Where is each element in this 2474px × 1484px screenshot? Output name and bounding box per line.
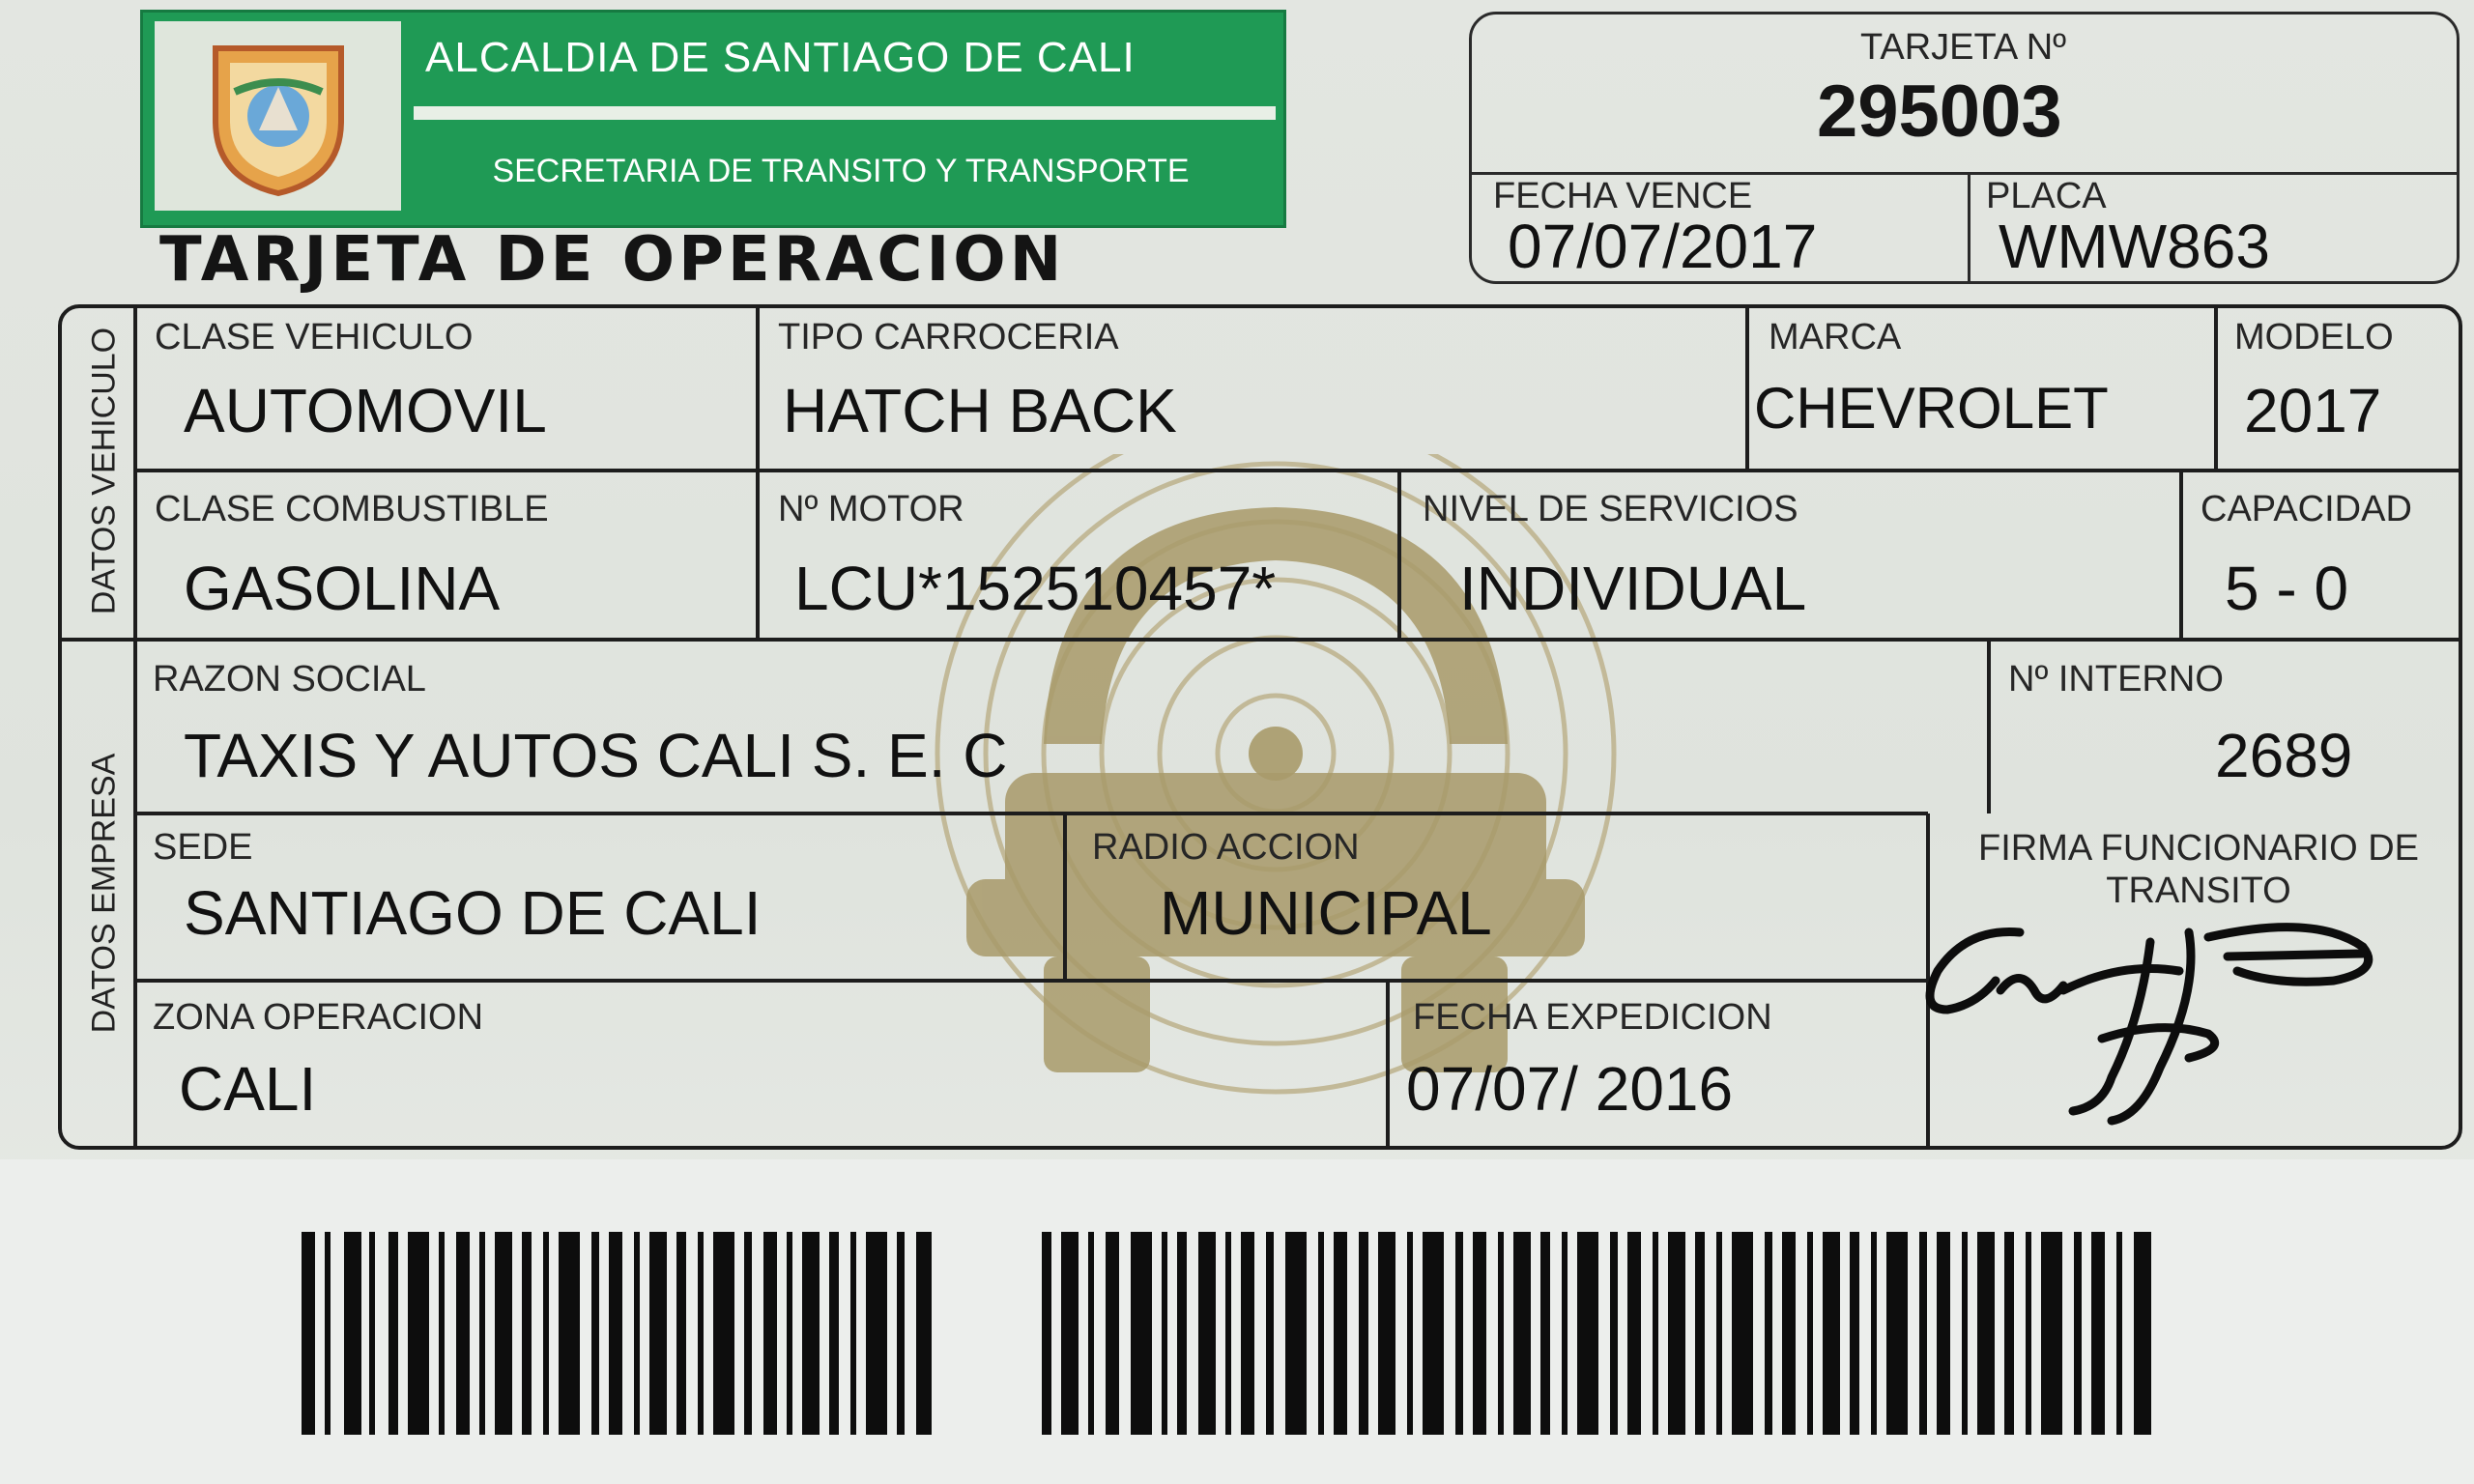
coat-of-arms-icon [206,34,351,198]
brand-label: MARCA [1769,317,1902,357]
department-name: SECRETARIA DE TRANSITO Y TRANSPORTE [492,153,1190,189]
card-number-divider [1471,172,2457,175]
authority-band [406,14,1276,102]
service-level-value: INDIVIDUAL [1459,554,1807,623]
grid-line [1397,471,1401,639]
grid-line [1063,813,1067,980]
header-divider [414,106,1276,120]
model-value: 2017 [2244,376,2382,445]
headquarters-value: SANTIAGO DE CALI [184,878,762,948]
internal-number-label: Nº INTERNO [2008,659,2224,699]
barcode-icon [1042,1232,2163,1435]
issue-date-value: 07/07/ 2016 [1406,1054,1734,1124]
grid-line [756,307,760,638]
grid-line [1987,640,1991,813]
vehicle-class-value: AUTOMOVIL [184,376,547,445]
brand-value: CHEVROLET [1754,376,2109,441]
action-radius-value: MUNICIPAL [1160,878,1492,948]
action-radius-label: RADIO ACCION [1092,827,1360,868]
seal-frame [155,21,401,211]
company-name-value: TAXIS Y AUTOS CALI S. E. C [184,721,1008,790]
grid-line [135,469,2460,472]
grid-line [133,307,137,1148]
grid-line [135,979,1928,983]
operation-zone-label: ZONA OPERACION [153,997,484,1038]
grid-line [1745,307,1749,470]
card-number-value: 295003 [1817,71,2062,153]
expiry-label: FECHA VENCE [1493,176,1753,216]
engine-value: LCU*152510457* [794,554,1277,623]
service-level-label: NIVEL DE SERVICIOS [1423,489,1798,529]
department-band [406,126,1276,217]
engine-label: Nº MOTOR [778,489,964,529]
fuel-value: GASOLINA [184,554,501,623]
body-type-label: TIPO CARROCERIA [778,317,1119,357]
card-number-label: TARJETA Nº [1860,27,2067,68]
vehicle-section-label: DATOS VEHICULO [85,327,123,615]
internal-number-value: 2689 [2215,721,2353,790]
company-name-label: RAZON SOCIAL [153,659,426,699]
operation-zone-value: CALI [179,1054,317,1124]
grid-line [60,638,2460,642]
company-section-label: DATOS EMPRESA [85,753,123,1034]
barcode-icon [302,1232,935,1435]
model-label: MODELO [2234,317,2394,357]
body-type-value: HATCH BACK [783,376,1177,445]
grid-line [135,812,1928,815]
grid-line [1386,981,1390,1148]
plate-label: PLACA [1986,176,2107,216]
signature-icon [1909,874,2382,1135]
expiry-value: 07/07/2017 [1508,212,1818,281]
headquarters-label: SEDE [153,827,253,868]
vehicle-class-label: CLASE VEHICULO [155,317,474,357]
grid-line [2214,307,2218,470]
capacity-value: 5 - 0 [2225,554,2349,623]
issue-date-label: FECHA EXPEDICION [1413,997,1772,1038]
authority-name: ALCALDIA DE SANTIAGO DE CALI [425,34,1136,81]
capacity-label: CAPACIDAD [2201,489,2412,529]
plate-value: WMW863 [1999,212,2270,281]
document-title: TARJETA DE OPERACION [159,224,1066,296]
fuel-label: CLASE COMBUSTIBLE [155,489,549,529]
grid-line [2179,471,2183,639]
expiry-plate-divider [1968,174,1971,282]
signature-label: FIRMA FUNCIONARIO DE TRANSITO [1977,828,2420,911]
